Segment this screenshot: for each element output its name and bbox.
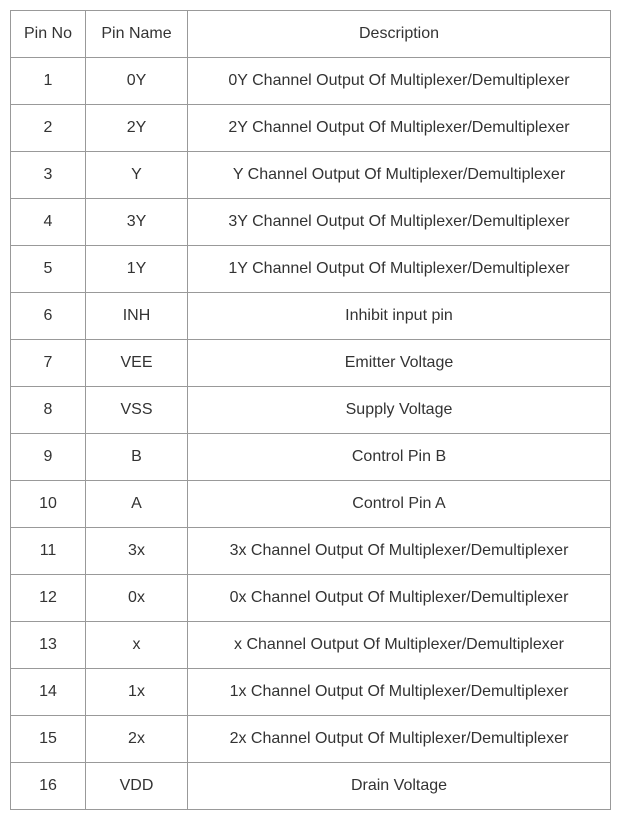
cell-pin-name: 2x [86,716,188,763]
cell-pin-no: 8 [11,387,86,434]
cell-pin-name: A [86,481,188,528]
cell-description: 1x Channel Output Of Multiplexer/Demultiplexer [188,669,611,716]
cell-pin-name: 0x [86,575,188,622]
cell-description: Y Channel Output Of Multiplexer/Demultiplexer [188,152,611,199]
cell-pin-no: 2 [11,105,86,152]
table-row [11,763,611,810]
cell-pin-no: 4 [11,199,86,246]
cell-description: 1Y Channel Output Of Multiplexer/Demultiplexer [188,246,611,293]
table-row [11,575,611,622]
cell-pin-name: VSS [86,387,188,434]
cell-pin-no: 11 [11,528,86,575]
pin-table-container [10,10,611,810]
cell-pin-no: 1 [11,58,86,105]
table-row [11,434,611,481]
cell-description: 2x Channel Output Of Multiplexer/Demultiplexer [188,716,611,763]
cell-pin-no: 10 [11,481,86,528]
cell-pin-no: 13 [11,622,86,669]
cell-description: Drain Voltage [188,763,611,810]
cell-description: 3x Channel Output Of Multiplexer/Demultiplexer [188,528,611,575]
table-row [11,528,611,575]
pin-table [10,10,611,810]
cell-pin-name: 0Y [86,58,188,105]
table-header [11,11,611,58]
cell-description: Supply Voltage [188,387,611,434]
cell-pin-no: 7 [11,340,86,387]
cell-pin-name: x [86,622,188,669]
cell-pin-name: INH [86,293,188,340]
table-row [11,105,611,152]
table-row [11,669,611,716]
cell-pin-no: 3 [11,152,86,199]
header-pin-no: Pin No [11,11,86,58]
cell-pin-name: 2Y [86,105,188,152]
cell-pin-name: 3x [86,528,188,575]
table-row [11,481,611,528]
cell-pin-no: 9 [11,434,86,481]
cell-description: x Channel Output Of Multiplexer/Demultiplexer [188,622,611,669]
cell-pin-name: 1x [86,669,188,716]
cell-pin-name: B [86,434,188,481]
cell-pin-name: Y [86,152,188,199]
header-pin-name: Pin Name [86,11,188,58]
table-row [11,58,611,105]
cell-pin-no: 15 [11,716,86,763]
cell-pin-name: 1Y [86,246,188,293]
table-row [11,152,611,199]
header-description: Description [188,11,611,58]
table-row [11,293,611,340]
cell-description: 3Y Channel Output Of Multiplexer/Demultiplexer [188,199,611,246]
cell-description: Emitter Voltage [188,340,611,387]
table-row [11,246,611,293]
cell-description: 0x Channel Output Of Multiplexer/Demultiplexer [188,575,611,622]
table-row [11,716,611,763]
cell-description: Control Pin A [188,481,611,528]
cell-pin-name: VEE [86,340,188,387]
cell-pin-no: 6 [11,293,86,340]
cell-pin-no: 16 [11,763,86,810]
cell-pin-no: 14 [11,669,86,716]
cell-description: Inhibit input pin [188,293,611,340]
cell-pin-name: 3Y [86,199,188,246]
header-row [11,11,611,58]
cell-description: 2Y Channel Output Of Multiplexer/Demultiplexer [188,105,611,152]
table-body [11,58,611,810]
cell-description: 0Y Channel Output Of Multiplexer/Demultiplexer [188,58,611,105]
cell-description: Control Pin B [188,434,611,481]
table-row [11,622,611,669]
table-row [11,340,611,387]
cell-pin-name: VDD [86,763,188,810]
cell-pin-no: 12 [11,575,86,622]
table-row [11,199,611,246]
table-row [11,387,611,434]
cell-pin-no: 5 [11,246,86,293]
